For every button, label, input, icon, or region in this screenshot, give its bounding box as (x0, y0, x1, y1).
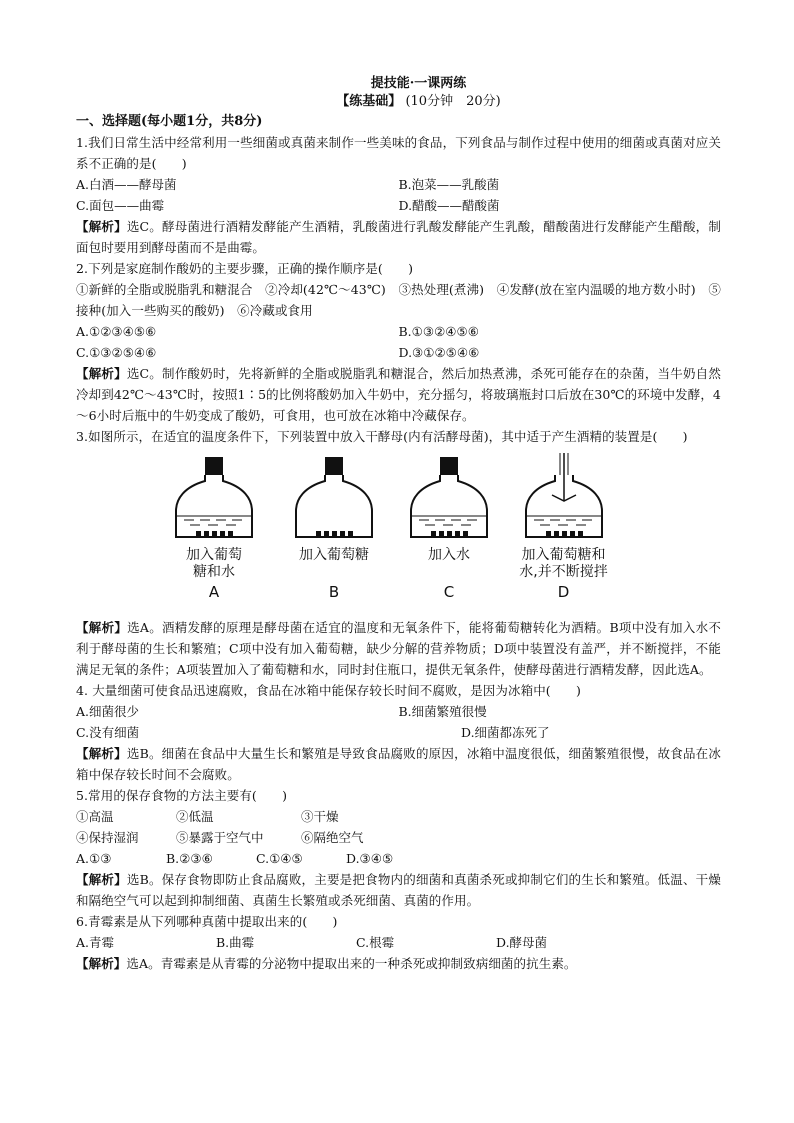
q2-option-c: C.①③②⑤④⑥ (76, 345, 157, 360)
q5-item-6: ⑥隔绝空气 (301, 830, 364, 845)
question-2-analysis (76, 363, 721, 426)
analysis-tag: 【解析】 (76, 746, 127, 761)
worksheet-page (76, 75, 721, 974)
analysis-tag: 【解析】 (76, 620, 128, 635)
q4-option-b: B.细菌繁殖很慢 (398, 704, 487, 719)
analysis-text: 选B。保存食物即防止食品腐败，主要是把食物内的细菌和真菌杀死或抑制它们的生长和繁殖。低温、干燥和隔绝空气可以起到抑制细菌、真菌生长繁殖或杀死细菌、真菌的作用。 (76, 872, 721, 908)
q4-option-d: D.细菌都冻死了 (461, 725, 550, 740)
analysis-text: 选C。酵母菌进行酒精发酵能产生酒精，乳酸菌进行乳酸发酵能产生乳酸，醋酸菌进行发酵能产生醋酸，制面包时要用到酵母菌而不是曲霉。 (76, 219, 721, 255)
q6-option-d: D.酵母菌 (496, 935, 548, 950)
subtitle-meta: (10分钟 20分) (405, 94, 501, 109)
analysis-tag: 【解析】 (76, 956, 127, 971)
analysis-text: 选A。青霉素是从青霉的分泌物中提取出来的一种杀死或抑制致病细菌的抗生素。 (126, 956, 577, 971)
flask-d-caption-2: 水,并不断搅拌 (519, 564, 608, 580)
flask-d-drawing (514, 453, 614, 541)
flask-d-caption-1: 加入葡萄糖和 (521, 547, 606, 563)
flask-figure (76, 453, 721, 613)
q5-item-1: ①高温 (76, 809, 114, 824)
question-5-options (76, 848, 436, 869)
q6-option-a: A.青霉 (76, 935, 115, 950)
q5-item-4: ④保持湿润 (76, 830, 139, 845)
analysis-tag: 【解析】 (76, 219, 127, 234)
flask-b-letter: B (328, 583, 340, 601)
question-5-analysis (76, 869, 721, 911)
question-1-analysis (76, 216, 721, 258)
question-2-stem: 2.下列是家庭制作酸奶的主要步骤，正确的操作顺序是( ) (76, 261, 414, 276)
flask-b-caption-1: 加入葡萄糖 (299, 547, 369, 563)
question-4-options-row2 (76, 722, 721, 743)
question-6-analysis (76, 953, 721, 974)
flask-d-letter: D (557, 583, 570, 601)
question-4-options-row1 (76, 701, 721, 722)
question-2-options-row1 (76, 321, 721, 342)
analysis-text: 选C。制作酸奶时，先将新鲜的全脂或脱脂乳和糖混合，然后加热煮沸，杀死可能存在的杂菌，当牛奶自然冷却到42℃～43℃时，按照1∶5的比例将酸奶加入牛奶中，充分摇匀，将玻璃瓶封口后放在30℃的环境中发酵，4～6小时后瓶中的牛奶变成了酸奶，可食用，也可放在冰箱中冷藏保存。 (76, 366, 721, 423)
question-1-options-row1 (76, 174, 721, 195)
question-3-analysis (76, 617, 721, 680)
flask-a-caption-2: 糖和水 (193, 564, 235, 580)
analysis-tag: 【解析】 (76, 872, 127, 887)
analysis-tag: 【解析】 (76, 366, 127, 381)
q2-option-d: D.③①②⑤④⑥ (398, 345, 480, 360)
q5-item-5: ⑤暴露于空气中 (176, 830, 264, 845)
flask-a (154, 453, 274, 601)
flask-c-letter: C (443, 583, 455, 601)
page-title: 提技能·一课两练 (370, 76, 467, 91)
q2-option-a: A.①②③④⑤⑥ (76, 324, 157, 339)
q5-option-c: C.①④⑤ (256, 851, 303, 866)
question-6-stem: 6.青霉素是从下列哪种真菌中提取出来的( ) (76, 914, 338, 929)
flask-c-caption-1: 加入水 (428, 547, 470, 563)
q5-option-d: D.③④⑤ (346, 851, 394, 866)
q5-option-b: B.②③⑥ (166, 851, 213, 866)
q5-option-a: A.①③ (76, 851, 112, 866)
q2-option-b: B.①③②④⑤⑥ (398, 324, 479, 339)
q5-item-2: ②低温 (176, 809, 214, 824)
page-subtitle (116, 93, 721, 111)
section-heading: 一、选择题(每小题1分，共8分) (76, 114, 263, 129)
analysis-text: 选B。细菌在食品中大量生长和繁殖是导致食品腐败的原因，冰箱中温度很低，细菌繁殖很慢，故食品在冰箱中保存较长时间不会腐败。 (76, 746, 721, 782)
q1-option-b: B.泡菜——乳酸菌 (398, 177, 500, 192)
q5-item-3: ③干燥 (301, 809, 339, 824)
flask-a-letter: A (208, 583, 220, 601)
question-5-items-row1 (76, 806, 721, 827)
question-4-stem: 4. 大量细菌可使食品迅速腐败，食品在冰箱中能保存较长时间不腐败，是因为冰箱中( ) (76, 683, 581, 698)
question-2-steps: ①新鲜的全脂或脱脂乳和糖混合 ②冷却(42℃～43℃) ③热处理(煮沸) ④发酵(放在室内温暖的地方数小时) ⑤接种(加入一些购买的酸奶) ⑥冷藏或食用 (76, 282, 721, 318)
subtitle-bracket: 【练基础】 (336, 94, 402, 109)
question-3-stem: 3.如图所示，在适宜的温度条件下，下列装置中放入干酵母(内有活酵母菌)，其中适于产生酒精的装置是( ) (76, 429, 688, 444)
q1-option-d: D.醋酸——醋酸菌 (398, 198, 500, 213)
question-2-options-row2 (76, 342, 721, 363)
q4-option-c: C.没有细菌 (76, 725, 140, 740)
flask-a-caption-1: 加入葡萄 (186, 547, 242, 563)
question-5-stem: 5.常用的保存食物的方法主要有( ) (76, 788, 288, 803)
question-1-options-row2 (76, 195, 721, 216)
flask-c-drawing (399, 453, 499, 541)
flask-c (389, 453, 509, 601)
question-5-items-row2 (76, 827, 721, 848)
question-4-analysis (76, 743, 721, 785)
question-1-stem: 1.我们日常生活中经常利用一些细菌或真菌来制作一些美味的食品，下列食品与制作过程中使用的细菌或真菌对应关系不正确的是( ) (76, 135, 721, 171)
q6-option-c: C.根霉 (356, 935, 395, 950)
flask-a-drawing (164, 453, 264, 541)
flask-b (274, 453, 394, 601)
flask-b-drawing (284, 453, 384, 541)
analysis-text: 选A。酒精发酵的原理是酵母菌在适宜的温度和无氧条件下，能将葡萄糖转化为酒精。B项中没有加入水不利于酵母菌的生长和繁殖；C项中没有加入葡萄糖，缺少分解的营养物质；D项中装置没有盖严，并不断搅拌，不能满足无氧的条件；A项装置加入了葡萄糖和水，同时封住瓶口，提供无氧条件，使酵母菌进行酒精发酵，因此选A。 (76, 620, 721, 677)
q1-option-a: A.白酒——酵母菌 (76, 177, 177, 192)
q1-option-c: C.面包——曲霉 (76, 198, 165, 213)
q6-option-b: B.曲霉 (216, 935, 255, 950)
question-6-options (76, 932, 636, 953)
flask-d (501, 453, 626, 601)
q4-option-a: A.细菌很少 (76, 704, 140, 719)
